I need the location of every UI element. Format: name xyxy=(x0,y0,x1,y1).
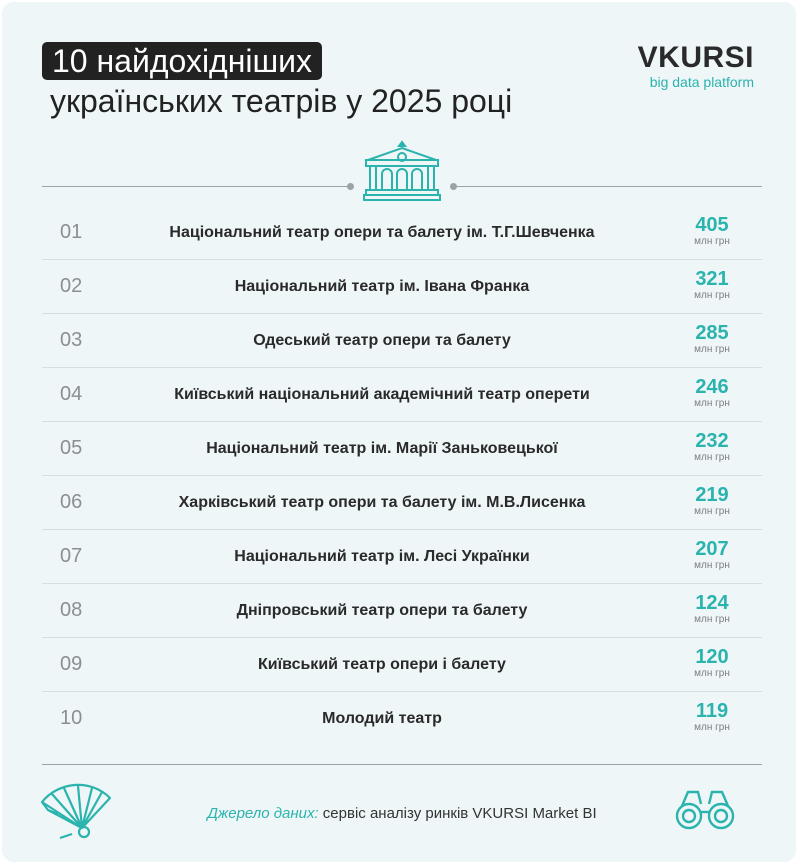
theatre-name: Молодий театр xyxy=(322,710,442,727)
revenue-unit: млн грн xyxy=(694,668,730,679)
revenue-unit: млн грн xyxy=(694,722,730,733)
source-text: сервіс аналізу ринків VKURSI Market BI xyxy=(318,805,597,822)
table-row xyxy=(42,314,762,368)
theatre-building-icon xyxy=(362,140,442,207)
table-row xyxy=(42,206,762,260)
theatre-name: Одеський театр опери та балету xyxy=(253,332,511,349)
revenue-cell xyxy=(662,430,762,464)
revenue-value: 321 xyxy=(695,268,729,290)
theatre-name: Національний театр ім. Івана Франка xyxy=(234,278,530,295)
table-row xyxy=(42,422,762,476)
revenue-value: 285 xyxy=(695,322,729,344)
brand-logo xyxy=(638,42,754,90)
revenue-value: 405 xyxy=(695,214,729,236)
divider-dot-left xyxy=(347,183,354,190)
theatre-name: Національний театр ім. Лесі Українки xyxy=(234,548,530,565)
binoculars-icon xyxy=(674,786,736,837)
rank-label: 03 xyxy=(60,329,83,351)
revenue-cell xyxy=(662,646,762,680)
theatre-name: Київський театр опери і балету xyxy=(258,656,506,673)
revenue-cell xyxy=(662,376,762,410)
rank-label: 04 xyxy=(60,383,83,405)
source-label: Джерело даних: xyxy=(207,805,319,822)
ranking-table xyxy=(42,206,762,745)
revenue-cell xyxy=(662,592,762,626)
revenue-unit: млн грн xyxy=(694,506,730,517)
theatre-name: Національний театр ім. Марії Заньковецької xyxy=(206,440,558,457)
rank-label: 05 xyxy=(60,437,83,459)
theatre-name: Національний театр опери та балету ім. Т.Г.Шевченка xyxy=(169,224,595,241)
rank-label: 06 xyxy=(60,491,83,513)
table-row xyxy=(42,638,762,692)
revenue-cell xyxy=(662,214,762,248)
theatre-name: Харківський театр опери та балету ім. М.В.Лисенка xyxy=(178,494,586,511)
rank-label: 10 xyxy=(60,707,83,729)
brand-name: VKURSI xyxy=(637,41,754,74)
revenue-value: 219 xyxy=(695,484,729,506)
table-row xyxy=(42,368,762,422)
footer-divider xyxy=(42,764,762,765)
revenue-value: 232 xyxy=(695,430,729,452)
revenue-cell xyxy=(662,322,762,356)
revenue-unit: млн грн xyxy=(694,614,730,625)
title-line-1: 10 найдохідніших xyxy=(42,42,322,80)
revenue-value: 119 xyxy=(695,700,729,722)
table-row xyxy=(42,476,762,530)
revenue-unit: млн грн xyxy=(694,344,730,355)
revenue-unit: млн грн xyxy=(694,290,730,301)
table-row xyxy=(42,692,762,745)
revenue-unit: млн грн xyxy=(694,236,730,247)
rank-label: 09 xyxy=(60,653,83,675)
rank-label: 02 xyxy=(60,275,83,297)
revenue-cell xyxy=(662,538,762,572)
revenue-cell xyxy=(662,700,762,734)
theatre-name: Дніпровський театр опери та балету xyxy=(236,602,528,619)
revenue-unit: млн грн xyxy=(694,560,730,571)
revenue-value: 124 xyxy=(695,592,729,614)
title-line-2: українських театрів у 2025 році xyxy=(50,83,513,119)
rank-label: 07 xyxy=(60,545,83,567)
rank-label: 01 xyxy=(60,221,83,243)
theatre-name: Київський національний академічний театр оперети xyxy=(174,386,590,403)
table-row xyxy=(42,530,762,584)
revenue-value: 120 xyxy=(695,646,729,668)
brand-tagline: big data platform xyxy=(649,74,754,90)
header-divider-right xyxy=(454,186,762,187)
revenue-unit: млн грн xyxy=(694,452,730,463)
revenue-unit: млн грн xyxy=(694,398,730,409)
revenue-value: 246 xyxy=(695,376,729,398)
revenue-value: 207 xyxy=(695,538,729,560)
rank-label: 08 xyxy=(60,599,83,621)
infographic-card xyxy=(2,2,796,862)
table-row xyxy=(42,584,762,638)
header-divider-left xyxy=(42,186,350,187)
revenue-cell xyxy=(662,268,762,302)
table-row xyxy=(42,260,762,314)
revenue-cell xyxy=(662,484,762,518)
